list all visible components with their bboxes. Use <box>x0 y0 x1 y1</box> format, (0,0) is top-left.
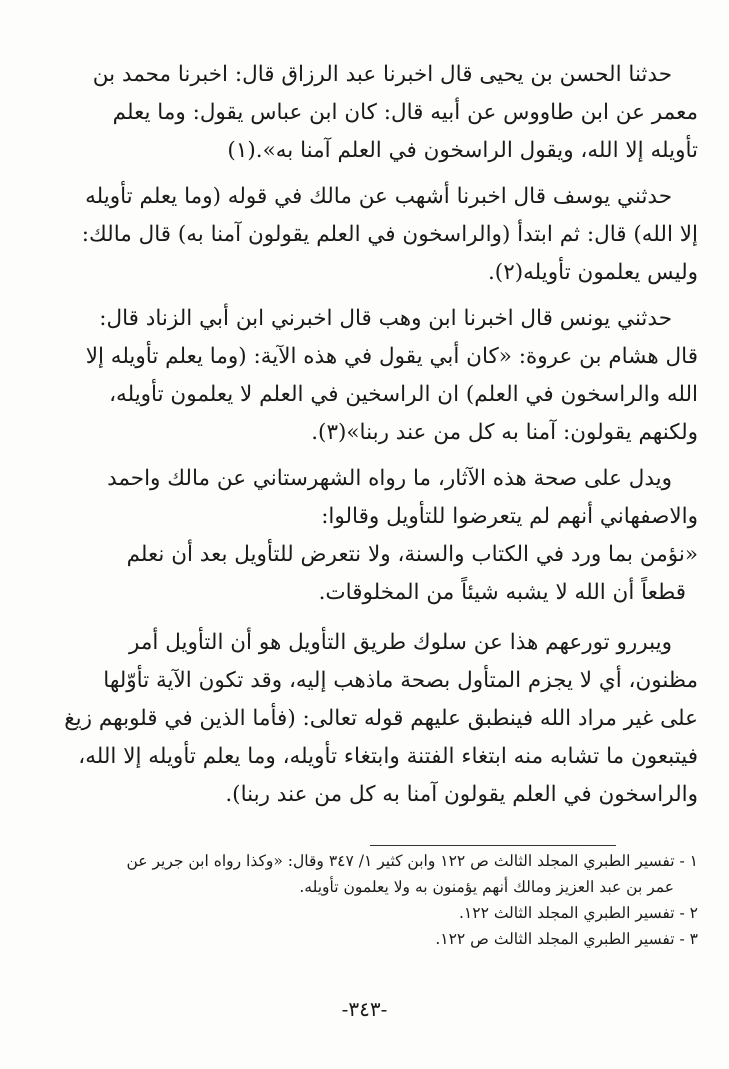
paragraph-line: تأويله إلا الله، ويقول الراسخون في العلم آمنا به».(١) <box>227 138 698 163</box>
quote-block <box>34 536 698 612</box>
paragraph-line: قطعاً أن الله لا يشبه شيئاً من المخلوقات. <box>318 580 686 605</box>
paragraph-line: والراسخون في العلم يقولون آمنا به كل من عند ربنا). <box>225 782 698 807</box>
paragraph-3 <box>34 300 698 452</box>
paragraph-line: ويدل على صحة هذه الآثار، ما رواه الشهرستاني عن مالك واحمد <box>107 466 672 491</box>
paragraph-4 <box>34 460 698 536</box>
paragraph-line: حدثني يوسف قال اخبرنا أشهب عن مالك في قوله (وما يعلم تأويله <box>85 184 672 209</box>
footnote-2: ٢ - تفسير الطبري المجلد الثالث ١٢٢. <box>458 904 698 922</box>
footnote-3: ٣ - تفسير الطبري المجلد الثالث ص ١٢٢. <box>435 930 698 948</box>
paragraph-line: ولكنهم يقولون: آمنا به كل من عند ربنا»(٣). <box>311 420 698 445</box>
paragraph-line: حدثني يونس قال اخبرنا ابن وهب قال اخبرني ابن أبي الزناد قال: <box>99 306 672 331</box>
paragraph-line: «نؤمن بما ورد في الكتاب والسنة، ولا نتعرض للتأويل بعد أن نعلم <box>126 542 698 567</box>
paragraph-line: قال هشام بن عروة: «كان أبي يقول في هذه الآية: (وما يعلم تأويله إلا <box>85 344 698 369</box>
paragraph-line: فيتبعون ما تشابه منه ابتغاء الفتنة وابتغاء تأويله، وما يعلم تأويله إلا الله، <box>78 744 698 769</box>
paragraph-5 <box>34 624 698 814</box>
paragraph-line: معمر عن ابن طاووس عن أبيه قال: كان ابن عباس يقول: وما يعلم <box>112 100 698 125</box>
paragraph-2 <box>34 178 698 292</box>
page-number: -٣٤٣- <box>341 997 388 1021</box>
paragraph-line: مظنون، أي لا يجزم المتأول بصحة ماذهب إليه، وقد تكون الآية تأوّلها <box>103 668 698 693</box>
paragraph-line: على غير مراد الله فينطبق عليهم قوله تعالى: (فأما الذين في قلوبهم زيغ <box>64 706 698 731</box>
footnote-separator <box>370 845 616 846</box>
paragraph-line: وليس يعلمون تأويله(٢). <box>487 260 698 285</box>
footnotes <box>34 848 698 952</box>
paragraph-line: حدثنا الحسن بن يحيى قال اخبرنا عبد الرزاق قال: اخبرنا محمد بن <box>92 62 672 87</box>
paragraph-1 <box>34 56 698 170</box>
paragraph-line: الله والراسخون في العلم) ان الراسخين في العلم لا يعلمون تأويله، <box>109 382 698 407</box>
paragraph-line: ويبررو تورعهم هذا عن سلوك طريق التأويل هو أن التأويل أمر <box>129 630 672 655</box>
paragraph-line: إلا الله) قال: ثم ابتدأ (والراسخون في العلم يقولون آمنا به) قال مالك: <box>81 222 698 247</box>
paragraph-line: والاصفهاني أنهم لم يتعرضوا للتأويل وقالوا: <box>321 504 698 529</box>
footnote-1: ١ - تفسير الطبري المجلد الثالث ص ١٢٢ وابن كثير ١/ ٣٤٧ وقال: «وكذا رواه ابن جرير عن <box>126 852 698 870</box>
footnote-1-continued: عمر بن عبد العزيز ومالك أنهم يؤمنون به ولا يعلمون تأويله. <box>299 878 674 896</box>
